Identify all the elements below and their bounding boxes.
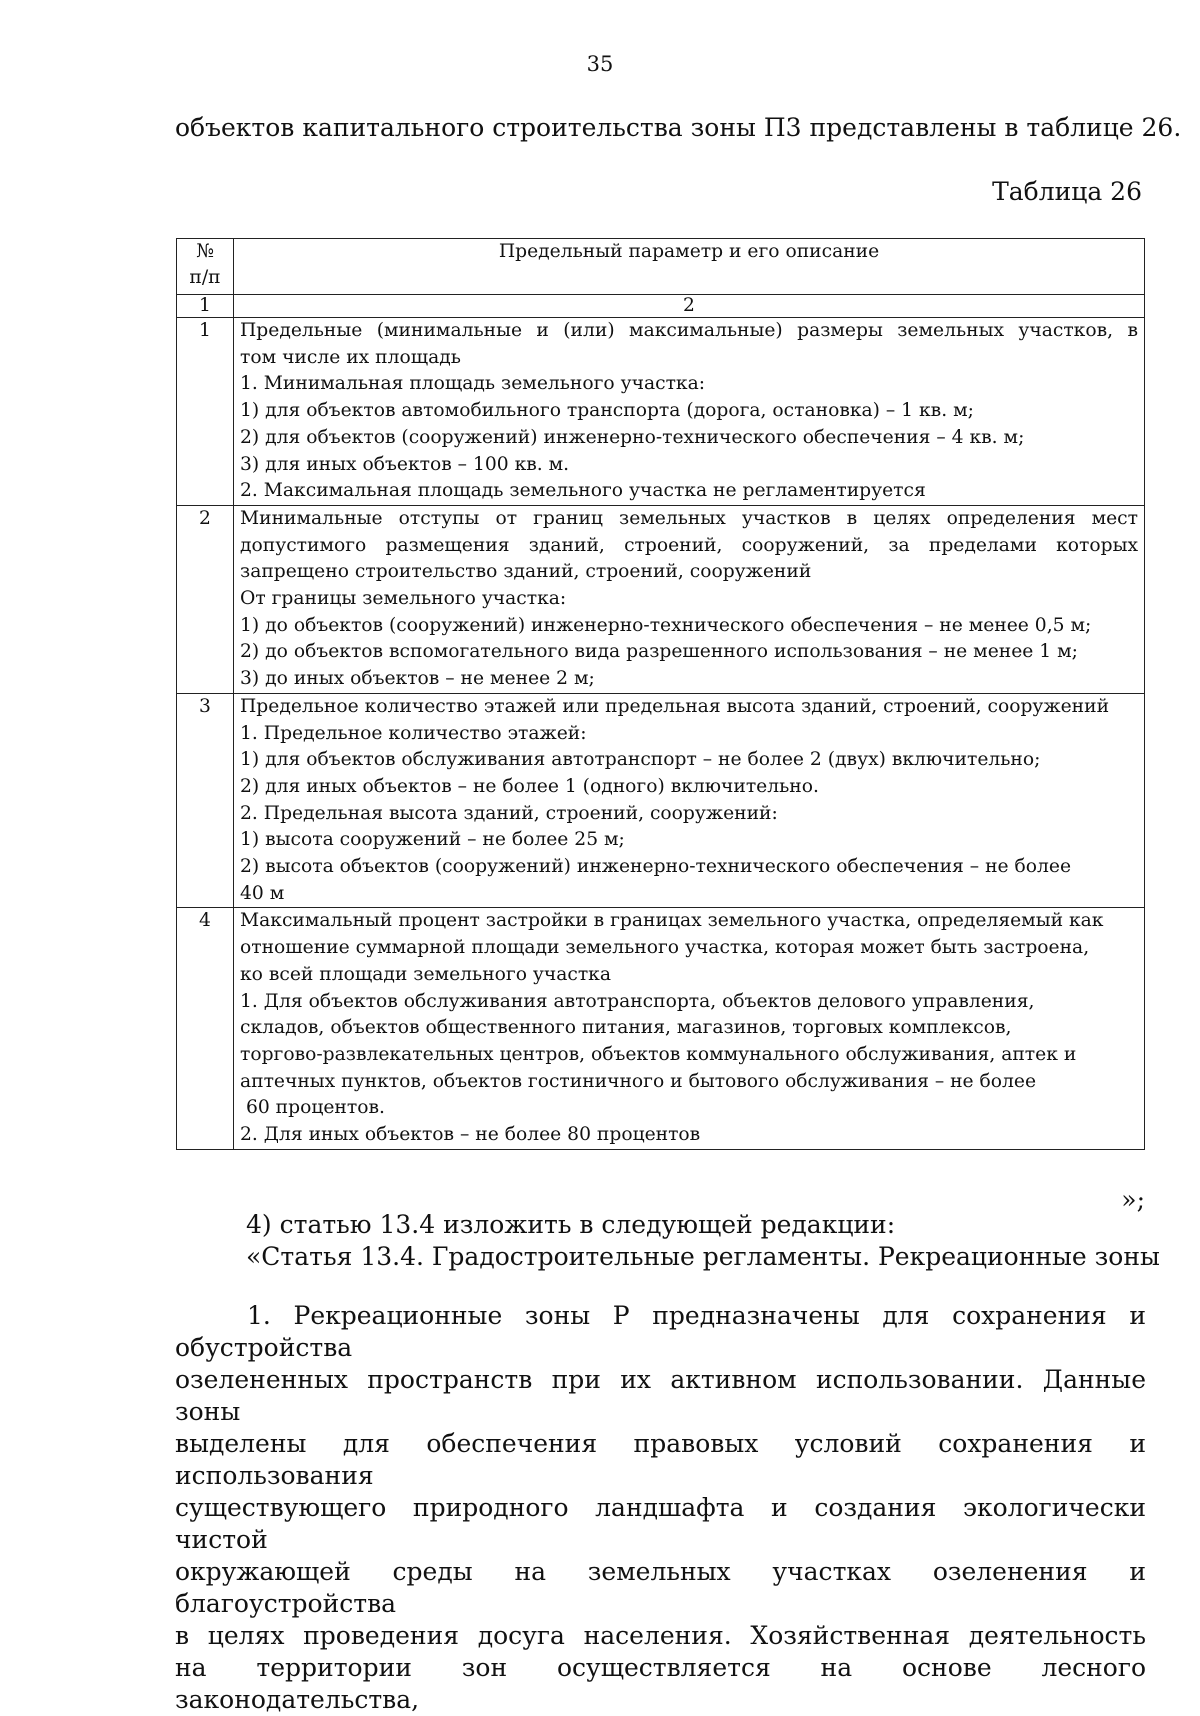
row-number: 1 xyxy=(177,318,234,506)
article-title: «Статья 13.4. Градостроительные регламенты. Рекреационные зоны xyxy=(246,1242,1160,1271)
description-line: Предельное количество этажей или предельная высота зданий, строений, сооружений xyxy=(240,695,1110,717)
header-description-cell: Предельный параметр и его описание xyxy=(234,239,1145,295)
description-line: 1) высота сооружений – не более 25 м; xyxy=(240,829,625,851)
row-number: 2 xyxy=(177,505,234,693)
header-number-symbol: № xyxy=(196,241,214,262)
paragraph-line: 1. Рекреационные зоны Р предназначены для сохранения и обустройства xyxy=(175,1301,1146,1362)
description-line: отношение суммарной площади земельного участка, которая может быть застроена, xyxy=(240,937,1090,959)
description-line: 2) для объектов (сооружений) инженерно-технического обеспечения – 4 кв. м; xyxy=(240,426,1025,448)
description-line: 3) для иных объектов – 100 кв. м. xyxy=(240,453,570,475)
page-number: 35 xyxy=(586,52,614,76)
description-line: 1. Минимальная площадь земельного участка: xyxy=(240,373,706,395)
closing-quote: »; xyxy=(1121,1185,1145,1214)
description-line: 2) высота объектов (сооружений) инженерно-технического обеспечения – не более xyxy=(240,856,1072,878)
row-description xyxy=(234,908,1145,1149)
description-line: 2) до объектов вспомогательного вида разрешенного использования – не менее 1 м; xyxy=(240,641,1078,663)
description-line: Предельные (минимальные и (или) максимальные) размеры земельных участков, в xyxy=(240,320,1138,341)
paragraph-line: на территории зон осуществляется на основе лесного законодательства, xyxy=(175,1653,1146,1714)
table-row xyxy=(177,693,1145,908)
description-line: 3) до иных объектов – не менее 2 м; xyxy=(240,668,595,690)
description-line: 2. Для иных объектов – не более 80 процентов xyxy=(240,1124,701,1146)
description-line: складов, объектов общественного питания, магазинов, торговых комплексов, xyxy=(240,1017,1012,1039)
description-line: 2. Предельная высота зданий, строений, сооружений: xyxy=(240,802,778,824)
paragraph-line: существующего природного ландшафта и создания экологически чистой xyxy=(175,1493,1146,1554)
parameters-table xyxy=(176,238,1145,1150)
table-row xyxy=(177,908,1145,1149)
description-line: 1) для объектов обслуживания автотранспорт – не более 2 (двух) включительно; xyxy=(240,749,1041,771)
description-line: 2. Максимальная площадь земельного участка не регламентируется xyxy=(240,480,926,502)
description-line: От границы земельного участка: xyxy=(240,588,567,610)
row-description xyxy=(234,505,1145,693)
table-row xyxy=(177,318,1145,506)
amendment-line: 4) статью 13.4 изложить в следующей редакции: xyxy=(246,1210,896,1239)
description-line: 60 процентов. xyxy=(240,1097,385,1119)
row-number: 3 xyxy=(177,693,234,908)
description-line: торгово-развлекательных центров, объектов коммунального обслуживания, аптек и xyxy=(240,1043,1077,1065)
table-row xyxy=(177,505,1145,693)
intro-text: объектов капитального строительства зоны П3 представлены в таблице 26. xyxy=(175,113,1182,142)
paragraph-line: окружающей среды на земельных участках озеленения и благоустройства xyxy=(175,1557,1146,1618)
row-description xyxy=(234,693,1145,908)
paragraph-line: в целях проведения досуга населения. Хозяйственная деятельность xyxy=(175,1621,1146,1650)
column-number-row xyxy=(177,295,1145,318)
description-line: допустимого размещения зданий, строений, сооружений, за пределами которых xyxy=(240,534,1138,556)
description-line: 1. Для объектов обслуживания автотранспорта, объектов делового управления, xyxy=(240,990,1035,1012)
description-line: аптечных пунктов, объектов гостиничного и бытового обслуживания – не более xyxy=(240,1070,1037,1092)
description-line: 2) для иных объектов – не более 1 (одного) включительно. xyxy=(240,775,819,797)
description-line: 1. Предельное количество этажей: xyxy=(240,722,587,744)
description-line: том числе их площадь xyxy=(240,346,461,368)
description-line: запрещено строительство зданий, строений, сооружений xyxy=(240,561,812,583)
row-description xyxy=(234,318,1145,506)
row-number: 4 xyxy=(177,908,234,1149)
header-number-cell xyxy=(177,239,234,295)
table-header-row xyxy=(177,239,1145,295)
table-caption: Таблица 26 xyxy=(992,177,1142,206)
description-line: 1) для объектов автомобильного транспорта (дорога, остановка) – 1 кв. м; xyxy=(240,400,974,422)
description-line: Максимальный процент застройки в границах земельного участка, определяемый как xyxy=(240,910,1104,932)
body-paragraph xyxy=(175,1300,1146,1716)
description-line: Минимальные отступы от границ земельных участков в целях определения мест xyxy=(240,507,1138,529)
description-line: 1) до объектов (сооружений) инженерно-технического обеспечения – не менее 0,5 м; xyxy=(240,614,1092,636)
column-number-1: 1 xyxy=(177,295,234,318)
description-line: 40 м xyxy=(240,882,285,904)
paragraph-line: выделены для обеспечения правовых условий сохранения и использования xyxy=(175,1429,1146,1490)
header-number-abbr: п/п xyxy=(189,267,221,288)
description-line: ко всей площади земельного участка xyxy=(240,963,612,985)
paragraph-line: озелененных пространств при их активном использовании. Данные зоны xyxy=(175,1365,1146,1426)
column-number-2: 2 xyxy=(234,295,1145,318)
